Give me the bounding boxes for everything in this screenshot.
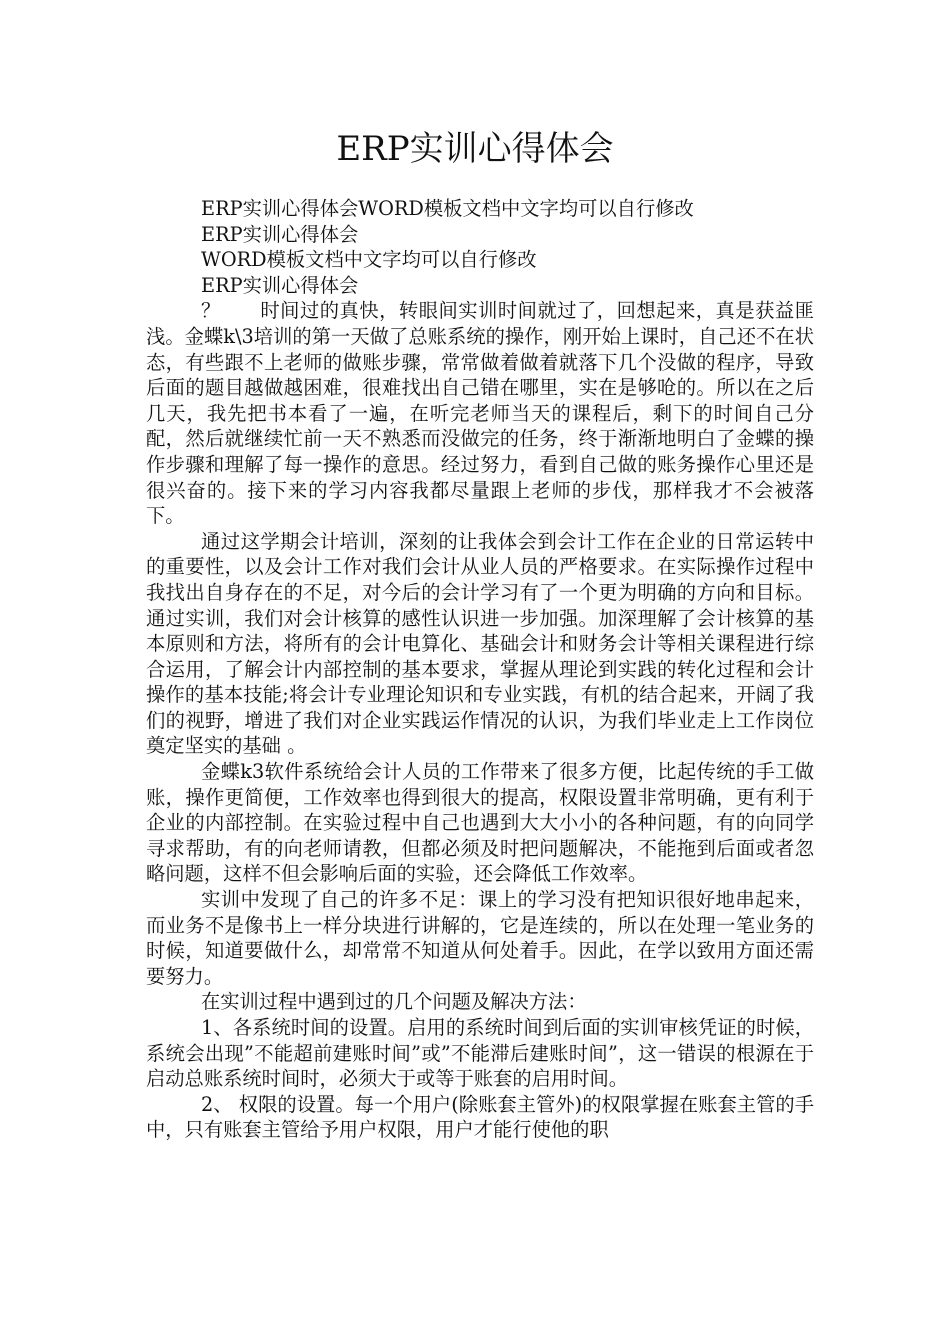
body-paragraph: 在实训过程中遇到过的几个问题及解决方法： xyxy=(201,990,587,1014)
document-body xyxy=(146,196,814,1143)
body-paragraph: 1、各系统时间的设置。启用的系统时间到后面的实训审核凭证的时候，系统会出现”不能超前建账时间”或”不能滞后建账时间”，这一错误的根源在于启动总账系统时间时，必须大于或等于账套的启用时间。 xyxy=(146,1016,814,1091)
document-title: ERP实训心得体会 xyxy=(336,129,614,169)
body-paragraph: 金蝶k3软件系统给会计人员的工作带来了很多方便，比起传统的手工做账，操作更简便，工作效率也得到很大的提高，权限设置非常明确，更有利于企业的内部控制。在实验过程中自己也遇到大大小小的各种问题，有的向同学寻求帮助，有的向老师请教，但都必须及时把问题解决，不能拖到后面或者忽略问题，这样不但会影响后面的实验，还会降低工作效率。 xyxy=(146,760,814,886)
header-line: ERP实训心得体会WORD模板文档中文字均可以自行修改 xyxy=(201,197,694,220)
header-line: WORD模板文档中文字均可以自行修改 xyxy=(201,248,537,272)
body-paragraph: 实训中发现了自己的许多不足：课上的学习没有把知识很好地串起来，而业务不是像书上一样分块进行讲解的，它是连续的，所以在处理一笔业务的时候，知道要做什么，却常常不知道从何处着手。因此，在学以致用方面还需要努力。 xyxy=(146,888,814,988)
body-paragraph: 2、 权限的设置。每一个用户(除账套主管外)的权限掌握在账套主管的手中，只有账套主管给予用户权限，用户才能行使他的职 xyxy=(146,1092,814,1142)
header-line: ERP实训心得体会 xyxy=(201,273,359,297)
header-line: ERP实训心得体会 xyxy=(201,222,359,246)
body-paragraph: 通过这学期会计培训，深刻的让我体会到会计工作在企业的日常运转中的重要性，以及会计工作对我们会计从业人员的严格要求。在实际操作过程中我找出自身存在的不足，对今后的会计学习有了一个更为明确的方向和目标。通过实训，我们对会计核算的感性认识进一步加强。加深理解了会计核算的基本原则和方法，将所有的会计电算化、基础会计和财务会计等相关课程进行综合运用，了解会计内部控制的基本要求，掌握从理论到实践的转化过程和会计操作的基本技能;将会计专业理论知识和专业实践，有机的结合起来，开阔了我们的视野，增进了我们对企业实践运作情况的认识，为我们毕业走上工作岗位奠定坚实的基础 。 xyxy=(146,529,814,758)
body-paragraph: ？ 时间过的真快，转眼间实训时间就过了，回想起来，真是获益匪浅。金蝶k\3培训的第一天做了总账系统的操作，刚开始上课时，自己还不在状态，有些跟不上老师的做账步骤，常常做着做着就落下几个没做的程序，导致后面的题目越做越困难，很难找出自己错在哪里，实在是够呛的。所以在之后几天，我先把书本看了一遍，在听完老师当天的课程后，剩下的时间自己分配，然后就继续忙前一天不熟悉而没做完的任务，终于渐渐地明白了金蝶的操作步骤和理解了每一操作的意思。经过努力，看到自己做的账务操作心里还是很兴奋的。接下来的学习内容我都尽量跟上老师的步伐，那样我才不会被落下。 xyxy=(146,299,814,528)
